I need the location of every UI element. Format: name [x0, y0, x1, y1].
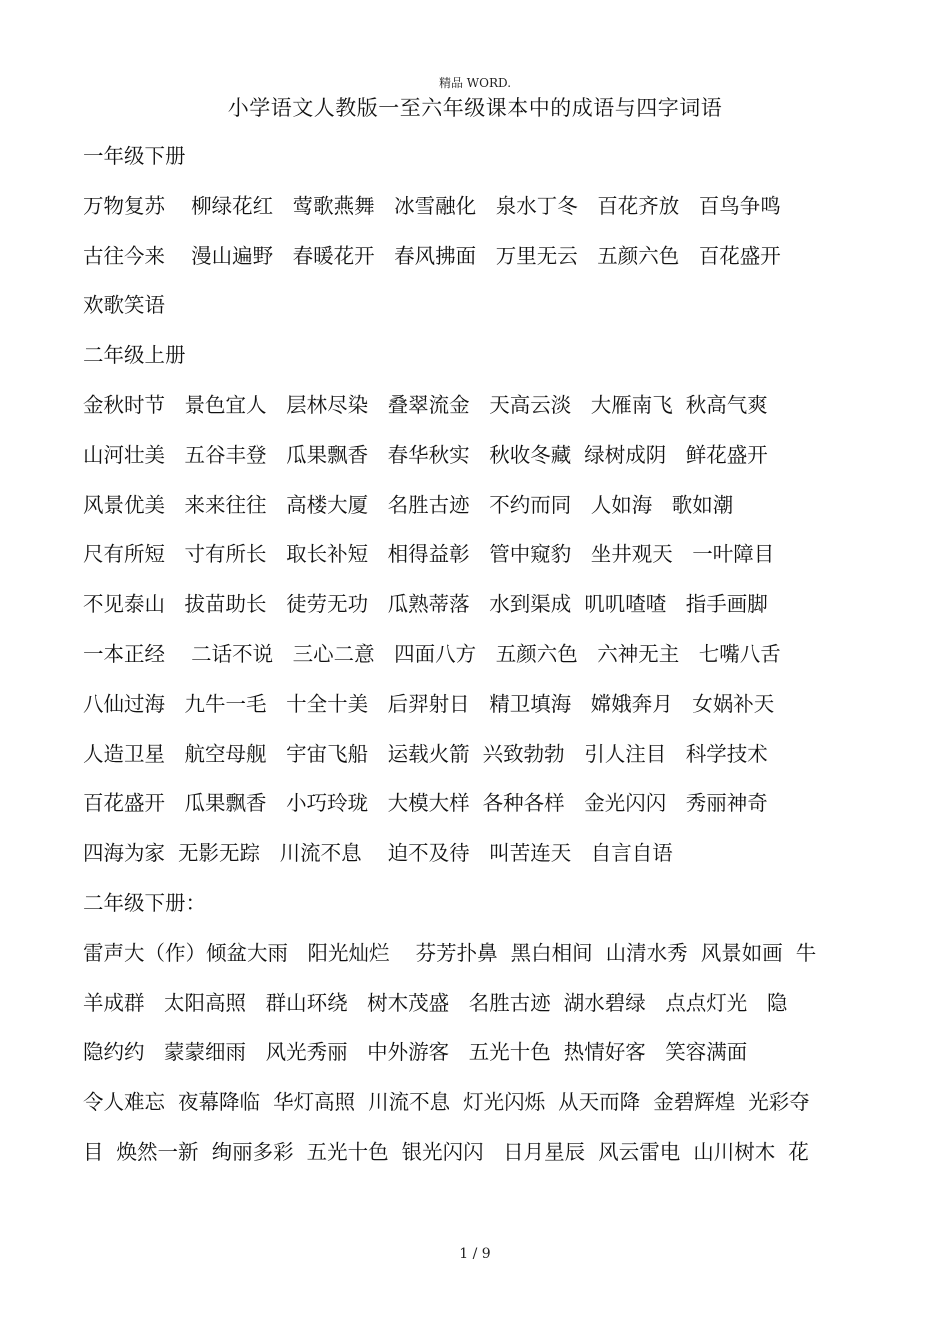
- text-line: 人造卫星 航空母舰 宇宙飞船 运载火箭 兴致勃勃 引人注目 科学技术: [83, 741, 768, 766]
- text-line: 欢歌笑语: [83, 293, 165, 318]
- text-line: 二年级上册: [83, 343, 186, 368]
- text-line: 雷声大（作）倾盆大雨 阳光灿烂 芬芳扑鼻 黑白相间 山清水秀 风景如画 牛: [83, 940, 817, 965]
- text-line: 山河壮美 五谷丰登 瓜果飘香 春华秋实 秋收冬藏 绿树成阴 鲜花盛开: [83, 442, 768, 467]
- text-line: 四海为家 无影无踪 川流不息 迫不及待 叫苦连天 自言自语: [83, 841, 673, 866]
- text-line: 百花盛开 瓜果飘香 小巧玲珑 大模大样 各种各样 金光闪闪 秀丽神奇: [83, 791, 768, 816]
- document-title: 小学语文人教版一至六年级课本中的成语与四字词语: [227, 96, 723, 120]
- page-number: 1 / 9: [459, 1246, 491, 1262]
- text-line: 八仙过海 九牛一毛 十全十美 后羿射日 精卫填海 嫦娥奔月 女娲补天: [83, 691, 775, 716]
- text-line: 不见泰山 拔苗助长 徒劳无功 瓜熟蒂落 水到渠成 叽叽喳喳 指手画脚: [83, 592, 768, 617]
- text-line: 尺有所短 寸有所长 取长补短 相得益彰 管中窥豹 坐井观天 一叶障目: [83, 542, 775, 567]
- text-line: 一年级下册: [83, 144, 186, 168]
- text-line: 古往今来 漫山遍野 春暖花开 春风拂面 万里无云 五颜六色 百花盛开: [83, 243, 781, 268]
- text-line: 隐约约 蒙蒙细雨 风光秀丽 中外游客 五光十色 热情好客 笑容满面: [83, 1040, 748, 1065]
- text-line: 二年级下册：: [83, 890, 206, 915]
- text-line: 羊成群 太阳高照 群山环绕 树木茂盛 名胜古迹 湖水碧绿 点点灯光 隐: [83, 990, 788, 1015]
- text-line: 风景优美 来来往往 高楼大厦 名胜古迹 不约而同 人如海 歌如潮: [83, 492, 734, 517]
- text-line: 万物复苏 柳绿花红 莺歌燕舞 冰雪融化 泉水丁冬 百花齐放 百鸟争鸣: [83, 193, 781, 218]
- text-line: 令人难忘 夜幕降临 华灯高照 川流不息 灯光闪烁 从天而降 金碧辉煌 光彩夺: [83, 1090, 810, 1115]
- text-line: 一本正经 二话不说 三心二意 四面八方 五颜六色 六神无主 七嘴八舌: [83, 641, 781, 666]
- text-line: 金秋时节 景色宜人 层林尽染 叠翠流金 天高云淡 大雁南飞 秋高气爽: [83, 392, 768, 417]
- page-header: 精品 WORD.: [438, 76, 512, 90]
- text-body: [83, 138, 883, 1184]
- text-line: 目 焕然一新 绚丽多彩 五光十色 银光闪闪 日月星辰 风云雷电 山川树木 花: [83, 1139, 809, 1164]
